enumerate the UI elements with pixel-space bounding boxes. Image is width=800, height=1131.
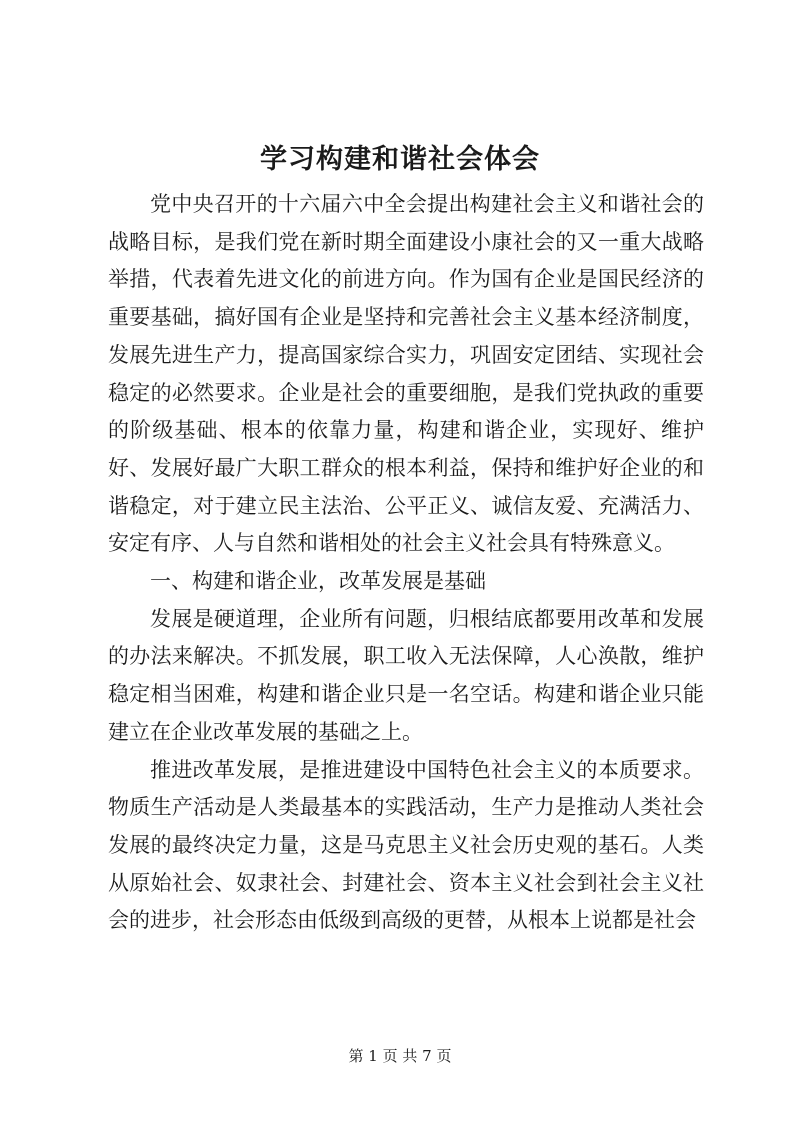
document-body xyxy=(108,186,704,940)
section-heading: 一、构建和谐企业，改革发展是基础 xyxy=(150,569,486,594)
document-title: 学习构建和谐社会体会 xyxy=(260,144,540,175)
paragraph-intro: 党中央召开的十六届六中全会提出构建社会主义和谐社会的战略目标，是我们党在新时期全面建设小康社会的又一重大战略举措，代表着先进文化的前进方向。作为国有企业是国民经济的重要基础，搞好国有企业是坚持和完善社会主义基本经济制度，发展先进生产力，提高国家综合实力，巩固安定团结、实现社会稳定的必然要求。企业是社会的重要细胞，是我们党执政的重要的阶级基础、根本的依靠力量，构建和谐企业，实现好、维护好、发展好最广大职工群众的根本利益，保持和维护好企业的和谐稳定，对于建立民主法治、公平正义、诚信友爱、充满活力、安定有序、人与自然和谐相处的社会主义社会具有特殊意义。 xyxy=(108,192,704,556)
page-number-footer: 第 1 页 共 7 页 xyxy=(348,1047,452,1065)
paragraph-development: 发展是硬道理，企业所有问题，归根结底都要用改革和发展的办法来解决。不抓发展，职工收入无法保障，人心涣散，维护稳定相当困难，构建和谐企业只是一名空话。构建和谐企业只能建立在企业改革发展的基础之上。 xyxy=(108,606,704,744)
paragraph-reform: 推进改革发展，是推进建设中国特色社会主义的本质要求。物质生产活动是人类最基本的实践活动，生产力是推动人类社会发展的最终决定力量，这是马克思主义社会历史观的基石。人类从原始社会、奴隶社会、封建社会、资本主义社会到社会主义社会的进步，社会形态由低级到高级的更替，从根本上说都是社会 xyxy=(108,757,704,933)
